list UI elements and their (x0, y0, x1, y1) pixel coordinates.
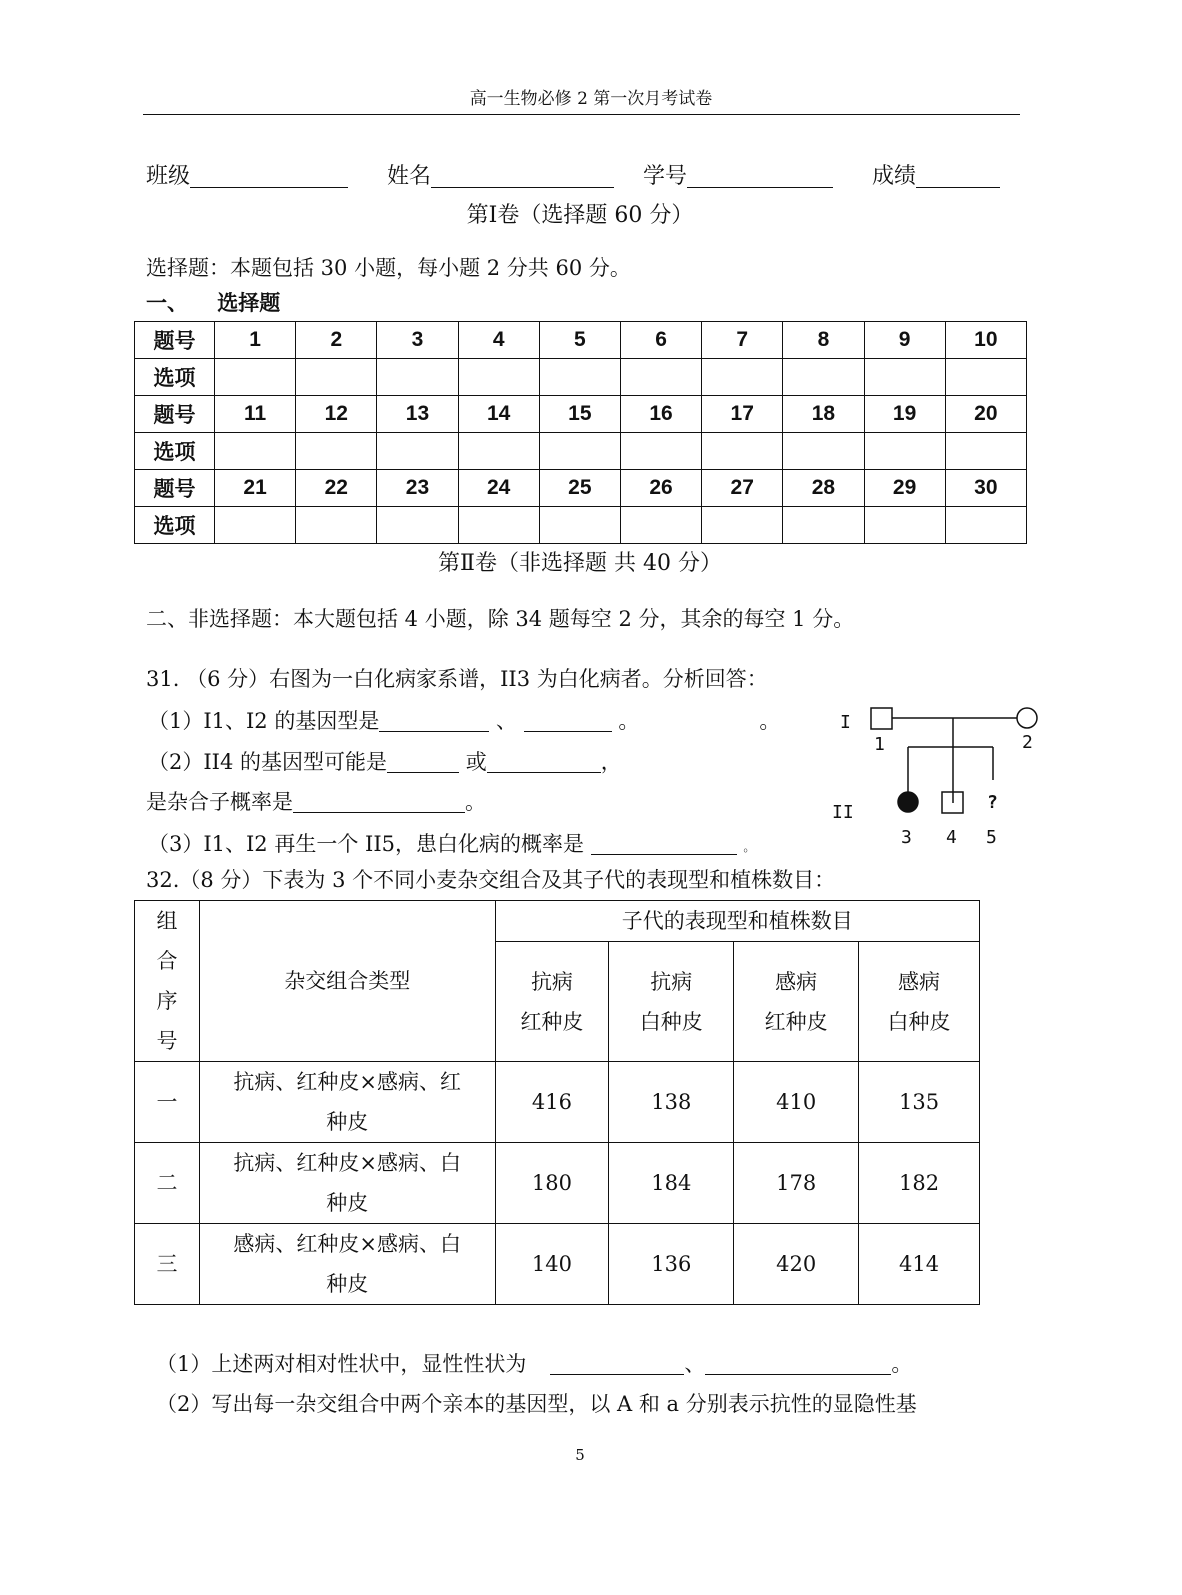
plant-count: 410 (734, 1062, 859, 1143)
individual-5-label: 5 (986, 827, 997, 848)
cross-line: 种皮 (326, 1110, 369, 1134)
question-number: 1 (215, 322, 296, 359)
question-number: 5 (539, 322, 620, 359)
period: 。 (743, 840, 756, 854)
individual-1-label: 1 (874, 734, 885, 755)
header-title: 高一生物必修 2 第一次月考试卷 (469, 89, 713, 109)
phenotype-line: 抗病 (530, 969, 573, 994)
question-number: 23 (377, 470, 458, 507)
q32-part2: （2）写出每一杂交组合中两个亲本的基因型，以 A 和 a 分别表示抗性的显隐性基 (156, 1392, 917, 1416)
question-number: 18 (783, 396, 864, 433)
group-id: 二 (135, 1143, 200, 1224)
answer-cell[interactable] (377, 507, 458, 544)
question-number: 4 (458, 322, 539, 359)
score-field[interactable] (916, 167, 1000, 188)
q31-p2-text: （2）II4 的基因型可能是 (148, 750, 387, 774)
answer-cell[interactable] (620, 507, 701, 544)
cross-row (135, 1062, 980, 1143)
individual-2-label: 2 (1022, 732, 1033, 753)
answer-cell[interactable] (458, 359, 539, 396)
phenotype-header (495, 942, 609, 1062)
phenotype-line: 白种皮 (639, 1009, 703, 1034)
class-label: 班级 (146, 164, 191, 189)
plant-count: 135 (859, 1062, 980, 1143)
plant-count: 138 (609, 1062, 734, 1143)
generation-II-label: II (832, 802, 854, 823)
group-id: 三 (135, 1224, 200, 1305)
answer-cell[interactable] (783, 433, 864, 470)
answer-cell[interactable] (783, 507, 864, 544)
answer-row (135, 433, 1027, 470)
question-number: 12 (296, 396, 377, 433)
question-number-row (135, 470, 1027, 507)
individual-3-label: 3 (901, 827, 912, 848)
q31-p1-text: （1）I1、I2 的基因型是 (148, 709, 380, 733)
answer-blank[interactable] (524, 711, 612, 732)
part2-title: 第Ⅱ卷（非选择题 共 40 分） (438, 551, 722, 576)
row-label: 选项 (135, 359, 215, 396)
answer-cell[interactable] (296, 433, 377, 470)
cross-line: 感病、红种皮×感病、白 (233, 1232, 462, 1256)
q31-part1 (148, 711, 780, 732)
separator: 、 (684, 1352, 706, 1376)
answer-cell[interactable] (864, 507, 945, 544)
answer-cell[interactable] (539, 433, 620, 470)
question-number: 16 (620, 396, 701, 433)
generation-I-label: I (840, 712, 851, 733)
q32-stem: 32.（8 分）下表为 3 个不同小麦杂交组合及其子代的表现型和植株数目： (146, 868, 836, 892)
question-number-row (135, 322, 1027, 359)
answer-blank[interactable] (591, 834, 737, 855)
answer-cell[interactable] (702, 507, 783, 544)
q31-part3 (148, 834, 755, 855)
question-number: 7 (702, 322, 783, 359)
question-number: 6 (620, 322, 701, 359)
row-label: 选项 (135, 507, 215, 544)
female-circle-2 (1017, 708, 1037, 728)
plant-count: 416 (495, 1062, 609, 1143)
or-text: 或 (465, 750, 487, 774)
question-number: 20 (945, 396, 1026, 433)
header-group-cell (135, 901, 200, 1062)
name-label: 姓名 (387, 164, 432, 189)
answer-cell[interactable] (539, 507, 620, 544)
page-number: 5 (575, 1446, 585, 1464)
cross-row (135, 1224, 980, 1305)
phenotype-line: 感病 (775, 969, 818, 994)
answer-cell[interactable] (783, 359, 864, 396)
cross-line: 抗病、红种皮×感病、白 (233, 1151, 462, 1175)
plant-count: 140 (495, 1224, 609, 1305)
header-offspring: 子代的表现型和植株数目 (495, 901, 980, 942)
individual-4-label: 4 (946, 827, 957, 848)
plant-count: 182 (859, 1143, 980, 1224)
affected-female-3 (898, 792, 918, 812)
q31-p3-text: （3）I1、I2 再生一个 II5，患白化病的概率是 (148, 832, 584, 856)
question-number: 3 (377, 322, 458, 359)
part1-instructions: 选择题：本题包括 30 小题，每小题 2 分共 60 分。 (146, 256, 631, 280)
question-number: 8 (783, 322, 864, 359)
class-field[interactable] (190, 167, 348, 188)
q31-part2 (148, 752, 622, 773)
question-number: 2 (296, 322, 377, 359)
period: 。 (759, 709, 781, 733)
question-number: 9 (864, 322, 945, 359)
cross-type (199, 1143, 495, 1224)
row-label: 题号 (135, 322, 215, 359)
answer-blank[interactable] (379, 711, 489, 732)
answer-cell[interactable] (296, 359, 377, 396)
answer-blank[interactable] (387, 752, 459, 773)
question-number-row (135, 396, 1027, 433)
plant-count: 136 (609, 1224, 734, 1305)
row-label: 题号 (135, 470, 215, 507)
cross-table (134, 900, 980, 1305)
cross-line: 抗病、红种皮×感病、红 (233, 1070, 462, 1094)
header-cross: 杂交组合类型 (199, 901, 495, 1062)
answer-cell[interactable] (296, 507, 377, 544)
phenotype-header (609, 942, 734, 1062)
row-label: 题号 (135, 396, 215, 433)
answer-row (135, 359, 1027, 396)
question-number: 29 (864, 470, 945, 507)
answer-blank[interactable] (705, 1354, 891, 1375)
phenotype-line: 白种皮 (887, 1009, 951, 1034)
answer-cell[interactable] (215, 507, 296, 544)
answer-cell[interactable] (945, 433, 1026, 470)
question-number: 13 (377, 396, 458, 433)
period: 。 (618, 709, 640, 733)
question-number: 14 (458, 396, 539, 433)
comma: ， (600, 750, 622, 774)
period: 。 (891, 1352, 913, 1376)
plant-count: 180 (495, 1143, 609, 1224)
cross-row (135, 1143, 980, 1224)
header-group: 组合序号 (156, 909, 178, 1053)
answer-cell[interactable] (215, 359, 296, 396)
plant-count: 184 (609, 1143, 734, 1224)
male-square-1 (871, 708, 892, 729)
phenotype-line: 抗病 (650, 969, 693, 994)
phenotype-header (734, 942, 859, 1062)
group-id: 一 (135, 1062, 200, 1143)
answer-blank[interactable] (487, 752, 601, 773)
question-number: 27 (702, 470, 783, 507)
answer-cell[interactable] (620, 359, 701, 396)
q31-part2b (146, 792, 486, 813)
section-heading: 一、 选择题 (146, 291, 281, 315)
question-number: 11 (215, 396, 296, 433)
phenotype-line: 红种皮 (520, 1009, 584, 1034)
separator: 、 (496, 709, 518, 733)
unknown-mark: ? (987, 792, 998, 813)
question-number: 15 (539, 396, 620, 433)
period: 。 (465, 790, 486, 814)
question-number: 22 (296, 470, 377, 507)
answer-cell[interactable] (458, 507, 539, 544)
answer-row (135, 507, 1027, 544)
answer-cell[interactable] (702, 433, 783, 470)
answer-cell[interactable] (458, 433, 539, 470)
cross-type (199, 1224, 495, 1305)
answer-cell[interactable] (945, 507, 1026, 544)
question-number: 10 (945, 322, 1026, 359)
answer-blank[interactable] (550, 1354, 684, 1375)
phenotype-line: 红种皮 (764, 1009, 828, 1034)
q31-stem: 31. （6 分）右图为一白化病家系谱，II3 为白化病者。分析回答： (146, 667, 768, 691)
answer-grid (134, 321, 1027, 544)
question-number: 17 (702, 396, 783, 433)
id-field[interactable] (687, 167, 833, 188)
answer-cell[interactable] (620, 433, 701, 470)
question-number: 21 (215, 470, 296, 507)
phenotype-line: 感病 (898, 969, 941, 994)
part2-instructions: 二、非选择题：本大题包括 4 小题，除 34 题每空 2 分，其余的每空 1 分。 (146, 607, 855, 631)
plant-count: 414 (859, 1224, 980, 1305)
answer-cell[interactable] (539, 359, 620, 396)
q32-p1-text: （1）上述两对相对性状中，显性性状为 (156, 1352, 527, 1376)
phenotype-header (859, 942, 980, 1062)
question-number: 28 (783, 470, 864, 507)
answer-cell[interactable] (945, 359, 1026, 396)
cross-line: 种皮 (326, 1272, 369, 1296)
plant-count: 420 (734, 1224, 859, 1305)
answer-cell[interactable] (215, 433, 296, 470)
info-line (146, 166, 1000, 188)
question-number: 24 (458, 470, 539, 507)
part1-title: 第Ⅰ卷（选择题 60 分） (466, 203, 694, 228)
id-label: 学号 (643, 164, 688, 189)
cross-line: 种皮 (326, 1191, 369, 1215)
question-number: 19 (864, 396, 945, 433)
q32-part1 (156, 1354, 912, 1375)
answer-blank[interactable] (293, 792, 465, 813)
question-number: 26 (620, 470, 701, 507)
name-field[interactable] (431, 167, 614, 188)
cross-type (199, 1062, 495, 1143)
score-label: 成绩 (872, 164, 917, 189)
plant-count: 178 (734, 1143, 859, 1224)
row-label: 选项 (135, 433, 215, 470)
answer-cell[interactable] (864, 433, 945, 470)
pedigree-chart (820, 700, 1050, 850)
answer-cell[interactable] (377, 359, 458, 396)
question-number: 30 (945, 470, 1026, 507)
q31-p2b-text: 是杂合子概率是 (146, 790, 293, 814)
answer-cell[interactable] (864, 359, 945, 396)
answer-cell[interactable] (702, 359, 783, 396)
header-rule (143, 114, 1020, 115)
answer-cell[interactable] (377, 433, 458, 470)
question-number: 25 (539, 470, 620, 507)
